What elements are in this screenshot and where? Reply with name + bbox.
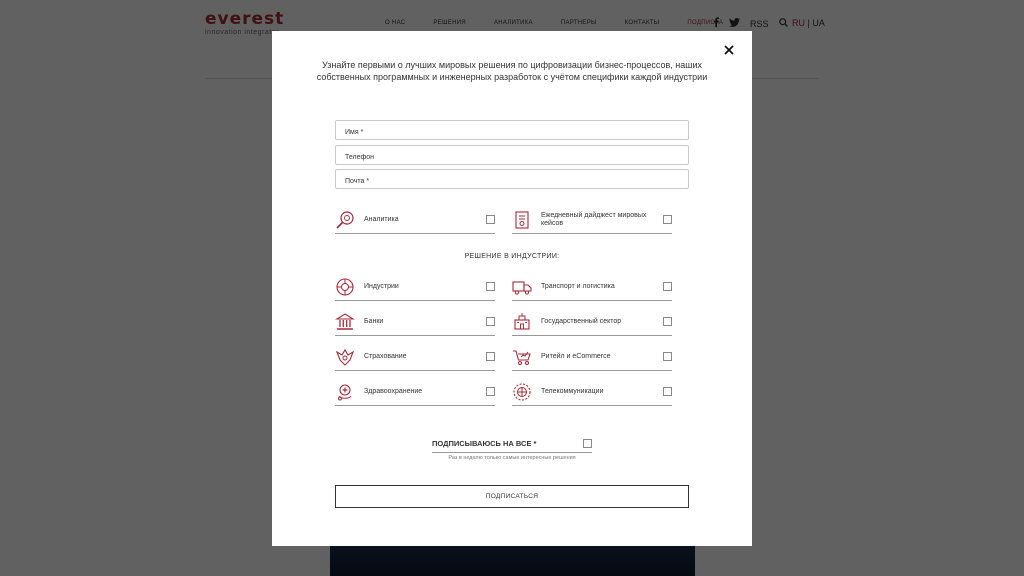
industry-icon [335,277,355,297]
subscribe-all-label: ПОДПИСЫВАЮСЬ НА ВСЕ * [432,439,537,448]
option-label: Страхование [364,352,407,360]
option-banks[interactable] [335,308,495,336]
option-checkbox[interactable] [663,352,672,361]
phone-input[interactable] [336,149,688,167]
subscribe-button[interactable]: ПОДПИСАТЬСЯ [335,485,689,508]
option-digest[interactable] [512,206,672,234]
industries-title: РЕШЕНИЕ В ИНДУСТРИИ: [464,253,560,260]
bank-icon [335,312,355,332]
option-checkbox[interactable] [663,215,672,224]
option-checkbox[interactable] [663,387,672,396]
option-label: Аналитика [364,215,399,223]
option-checkbox[interactable] [486,317,495,326]
option-label: Здравоохранение [364,387,423,395]
close-icon [722,43,736,57]
option-checkbox[interactable] [486,352,495,361]
telecom-icon [512,382,532,402]
option-telecom[interactable] [512,378,672,406]
option-label: Транспорт и логистика [541,282,615,290]
name-input[interactable] [336,124,688,142]
option-transport[interactable] [512,273,672,301]
subscribe-all-row[interactable] [432,435,592,453]
close-button[interactable] [722,43,736,57]
option-analytics[interactable] [335,206,495,234]
truck-icon [512,277,532,297]
subscribe-note: Раз в неделю только самые интересные решения [448,455,576,461]
option-label: Государственный сектор [541,317,622,325]
modal-intro-text: Узнайте первыми о лучших мировых решения по цифровизации бизнес-процессов, наших собственных программных и инженерных разработок с учётом специфики каждой индустрии [316,60,708,82]
option-healthcare[interactable] [335,378,495,406]
option-label: Телекоммуникации [541,387,604,395]
option-checkbox[interactable] [486,387,495,396]
insurance-icon [335,347,355,367]
email-field [335,169,689,189]
option-label: Ритейл и eCommerce [541,352,611,360]
government-icon [512,312,532,332]
digest-icon [512,210,532,230]
option-checkbox[interactable] [486,282,495,291]
phone-field [335,145,689,165]
option-industry[interactable] [335,273,495,301]
option-checkbox[interactable] [663,282,672,291]
option-label: Индустрии [364,282,399,290]
option-insurance[interactable] [335,343,495,371]
email-input[interactable] [336,173,688,191]
subscribe-modal [272,31,752,546]
option-checkbox[interactable] [486,215,495,224]
cart-icon [512,347,532,367]
option-checkbox[interactable] [663,317,672,326]
option-retail[interactable] [512,343,672,371]
analytics-icon [335,210,355,230]
health-icon [335,382,355,402]
option-government[interactable] [512,308,672,336]
option-label: Ежедневный дайджест мировых кейсов [541,211,647,227]
name-field [335,120,689,140]
subscribe-all-checkbox[interactable] [583,439,592,448]
option-label: Банки [364,317,384,325]
